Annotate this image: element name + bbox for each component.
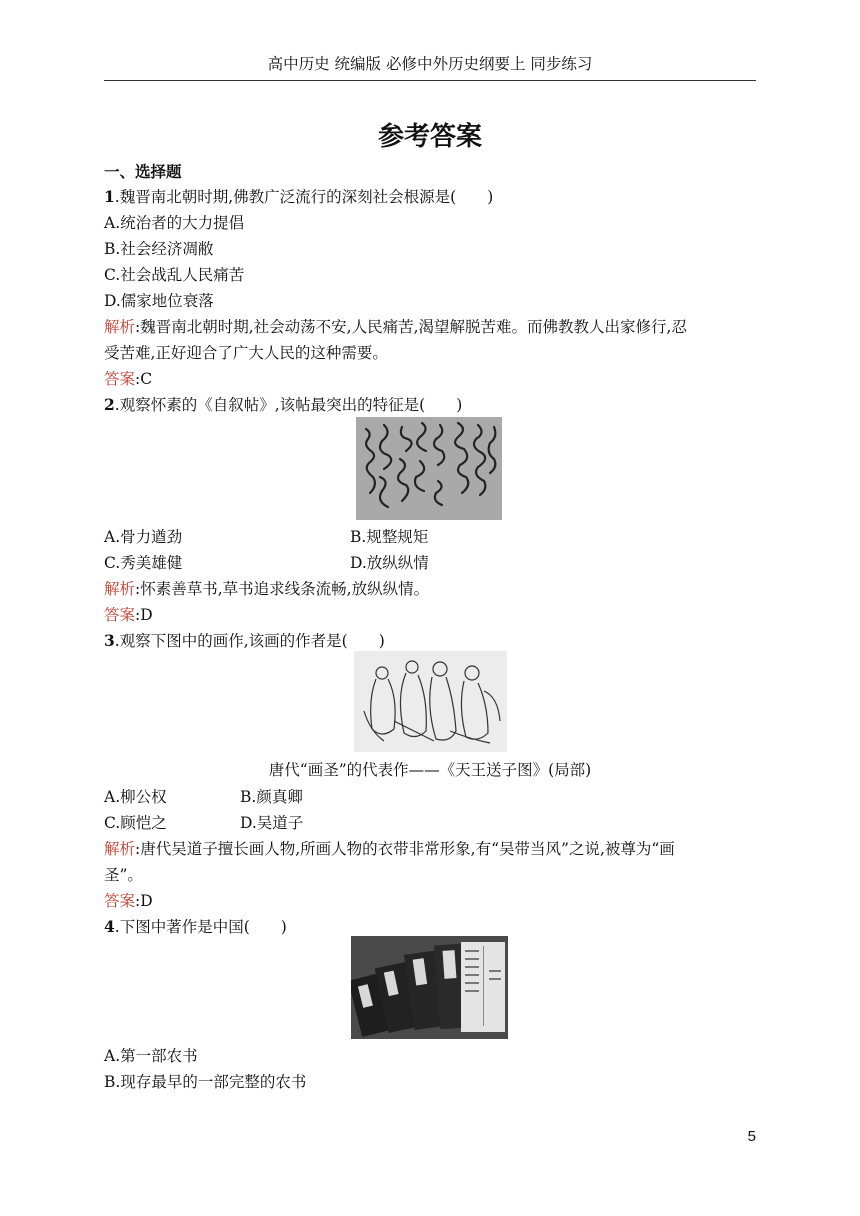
answer-label: 答案 xyxy=(104,606,136,624)
question-stem: .观察下图中的画作,该画的作者是( ) xyxy=(114,632,385,650)
question-stem: .观察怀素的《自叙帖》,该帖最突出的特征是( ) xyxy=(114,396,463,414)
analysis-1-cont: 受苦难,正好迎合了广大人民的这种需要。 xyxy=(104,344,388,362)
question-number: 3 xyxy=(104,631,115,650)
analysis-text: :魏晋南北朝时期,社会动荡不安,人民痛苦,渴望解脱苦难。而佛教教人出家修行,忍 xyxy=(135,318,687,336)
answer-2 xyxy=(104,603,153,625)
analysis-label: 解析 xyxy=(104,318,136,336)
analysis-1 xyxy=(104,315,687,337)
analysis-label: 解析 xyxy=(104,580,136,598)
question-1 xyxy=(104,185,493,207)
answer-value: :C xyxy=(135,370,153,388)
analysis-label: 解析 xyxy=(104,840,136,858)
question-stem: .下图中著作是中国( ) xyxy=(114,918,287,936)
option-b: B.规整规矩 xyxy=(350,528,429,546)
calligraphy-image xyxy=(356,417,502,520)
question-stem: .魏晋南北朝时期,佛教广泛流行的深刻社会根源是( ) xyxy=(114,188,494,206)
option-d: D.吴道子 xyxy=(240,814,304,832)
option-c: C.顾恺之 xyxy=(104,814,167,832)
question-3 xyxy=(104,629,385,651)
option-a: A.骨力遒劲 xyxy=(104,528,183,546)
page-title: 参考答案 xyxy=(377,122,482,152)
image-caption: 唐代“画圣”的代表作——《天王送子图》(局部) xyxy=(268,761,592,779)
option-c: C.秀美雄健 xyxy=(104,554,183,572)
books-image xyxy=(351,936,508,1039)
answer-3 xyxy=(104,889,153,911)
option-a: A.第一部农书 xyxy=(104,1047,198,1065)
section-heading: 一、选择题 xyxy=(104,162,182,181)
painting-image xyxy=(354,651,507,752)
page-header: 高中历史 统编版 必修中外历史纲要上 同步练习 xyxy=(104,52,756,81)
question-number: 1 xyxy=(104,187,115,206)
option-d: D.放纵纵情 xyxy=(350,554,429,572)
option-b: B.颜真卿 xyxy=(240,788,303,806)
option-d: D.儒家地位衰落 xyxy=(104,292,214,310)
question-number: 4 xyxy=(104,917,115,936)
analysis-2 xyxy=(104,577,429,599)
option-c: C.社会战乱人民痛苦 xyxy=(104,266,245,284)
analysis-3-cont: 圣”。 xyxy=(104,866,143,884)
analysis-3 xyxy=(104,837,675,859)
answer-value: :D xyxy=(135,892,153,910)
analysis-text: :怀素善草书,草书追求线条流畅,放纵纵情。 xyxy=(135,580,430,598)
question-2 xyxy=(104,393,462,415)
option-a: A.统治者的大力提倡 xyxy=(104,214,245,232)
answer-label: 答案 xyxy=(104,892,136,910)
answer-1 xyxy=(104,367,152,389)
question-number: 2 xyxy=(104,395,115,414)
option-a: A.柳公权 xyxy=(104,788,167,806)
answer-value: :D xyxy=(135,606,153,624)
answer-label: 答案 xyxy=(104,370,136,388)
analysis-text: :唐代吴道子擅长画人物,所画人物的衣带非常形象,有“吴带当风”之说,被尊为“画 xyxy=(135,840,675,858)
question-4 xyxy=(104,915,287,937)
option-b: B.社会经济凋敝 xyxy=(104,240,214,258)
option-b: B.现存最早的一部完整的农书 xyxy=(104,1073,307,1091)
page-number: 5 xyxy=(747,1128,756,1145)
